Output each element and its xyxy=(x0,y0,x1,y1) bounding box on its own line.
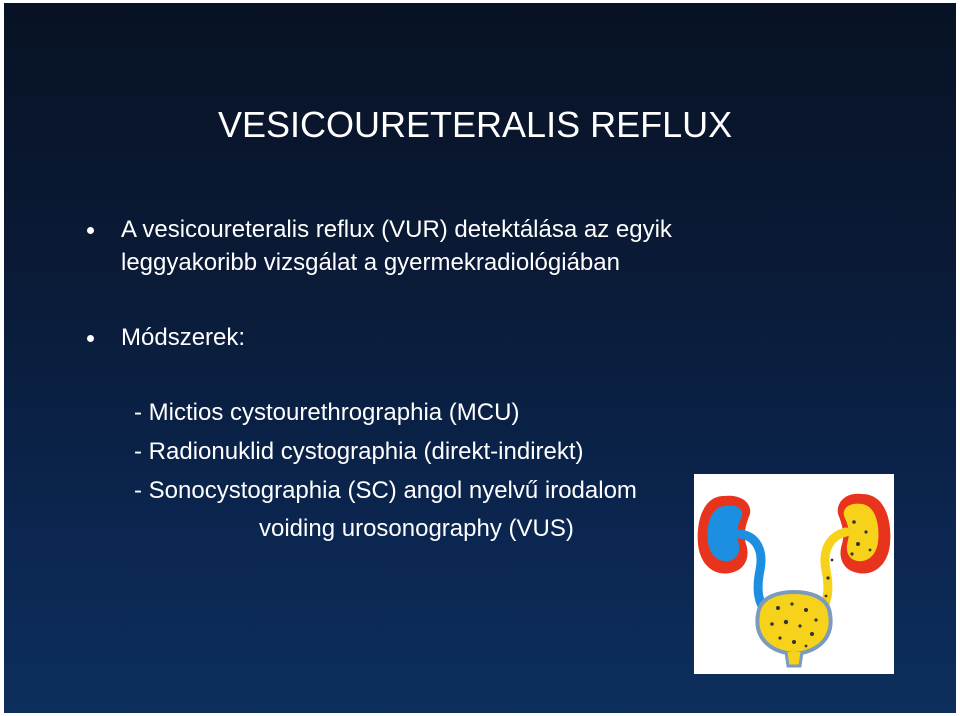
bullet-dot-icon xyxy=(87,335,94,342)
method-item-vus: voiding urosonography (VUS) xyxy=(259,515,574,542)
bullet-line: A vesicoureteralis reflux (VUR) detektálása az egyik xyxy=(121,216,672,243)
method-item-mcu: - Mictios cystourethrographia (MCU) xyxy=(134,399,520,426)
urinary-tract-illustration-icon xyxy=(694,474,894,674)
urinary-tract-svg xyxy=(694,474,894,674)
bullet-line: leggyakoribb vizsgálat a gyermekradiológiában xyxy=(121,249,620,276)
bullet-line: Módszerek: xyxy=(121,324,246,351)
slide-title: VESICOURETERALIS REFLUX xyxy=(218,104,733,145)
method-item-sonocystography: - Sonocystographia (SC) angol nyelvű irodalom xyxy=(134,477,637,504)
urethra-shape xyxy=(786,652,802,666)
bullet-dot-icon xyxy=(87,227,94,234)
method-item-radionuclide: - Radionuklid cystographia (direkt-indirekt) xyxy=(134,438,584,465)
bladder-shape xyxy=(757,592,830,654)
